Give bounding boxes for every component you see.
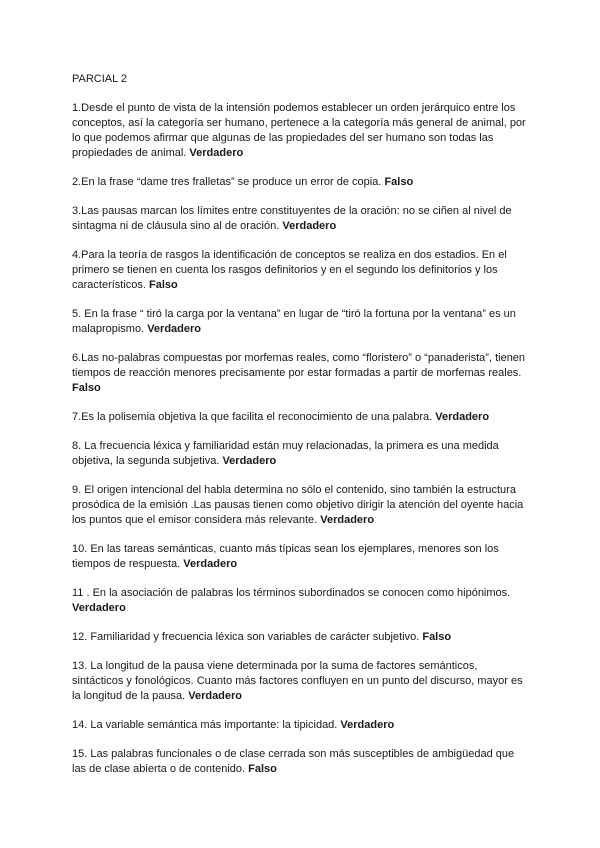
question-item (72, 439, 530, 469)
question-item (72, 204, 530, 234)
question-text: 2.En la frase “dame tres fralletas” se produce un error de copia. (72, 176, 382, 188)
question-item (72, 586, 530, 616)
question-text: 5. En la frase “ tiró la carga por la ventana” en lugar de “tiró la fortuna por la ventana” es un malapropismo. (72, 308, 516, 335)
question-text: 15. Las palabras funcionales o de clase cerrada son más susceptibles de ambigüedad que las de clase abierta o de contenido. (72, 748, 515, 775)
question-answer: Verdadero (340, 719, 395, 731)
question-answer: Falso (384, 176, 414, 188)
question-answer: Verdadero (222, 455, 277, 467)
question-text: 12. Familiaridad y frecuencia léxica son variables de carácter subjetivo. (72, 631, 420, 643)
question-item (72, 101, 530, 161)
question-answer: Verdadero (320, 514, 375, 526)
question-text: 8. La frecuencia léxica y familiaridad están muy relacionadas, la primera es una medida objetiva, la segunda subjetiva. (72, 440, 499, 467)
question-answer: Falso (72, 382, 101, 394)
question-item (72, 351, 530, 396)
question-list (72, 101, 530, 777)
question-answer: Verdadero (183, 558, 238, 570)
question-text: 11 . En la asociación de palabras los términos subordinados se conocen como hipónimos. (72, 587, 511, 599)
question-text: 3.Las pausas marcan los límites entre constituyentes de la oración: no se ciñen al nivel de sintagma ni de cláusula sino al de oración. (72, 205, 512, 232)
question-item (72, 410, 530, 425)
question-text: 7.Es la polisemia objetiva la que facilita el reconocimiento de una palabra. (72, 411, 433, 423)
question-text: 1.Desde el punto de vista de la intensión podemos establecer un orden jerárquico entre los conceptos, así la categoría ser humano, pertenece a la categoría más general de animal, por lo que podemos afirmar que algunas de las propiedades del ser humano son todas las propiedades de animal. (72, 102, 526, 159)
question-item (72, 483, 530, 528)
question-text: 14. La variable semántica más importante: la tipicidad. (72, 719, 338, 731)
question-item (72, 659, 530, 704)
question-text: 10. En las tareas semánticas, cuanto más típicas sean los ejemplares, menores son los tiempos de respuesta. (72, 543, 499, 570)
question-item (72, 248, 530, 293)
question-item (72, 307, 530, 337)
question-text: 4.Para la teoría de rasgos la identificación de conceptos se realiza en dos estadios. En el primero se tienen en cuenta los rasgos definitorios y en el segundo los definitorios y los característicos. (72, 249, 507, 291)
question-text: 9. El origen intencional del habla determina no sólo el contenido, sino también la estructura prosódica de la emisión .Las pausas tienen como objetivo dirigir la atención del oyente hacia los puntos que el emisor considera más relevante. (72, 484, 524, 526)
question-item (72, 747, 530, 777)
question-text: 6.Las no-palabras compuestas por morfemas reales, como “floristero” o “panaderista”, tienen tiempos de reacción menores precisamente por estar formadas a partir de morfemas reales. (72, 352, 526, 379)
question-item (72, 718, 530, 733)
question-answer: Verdadero (282, 220, 337, 232)
document-title: PARCIAL 2 (72, 73, 128, 85)
question-item (72, 630, 530, 645)
question-item (72, 542, 530, 572)
question-answer: Verdadero (188, 690, 243, 702)
question-answer: Verdadero (189, 147, 244, 159)
question-answer: Falso (248, 763, 277, 775)
question-answer: Verdadero (435, 411, 490, 423)
question-answer: Falso (149, 279, 178, 291)
question-answer: Verdadero (72, 602, 126, 614)
question-text: 13. La longitud de la pausa viene determinada por la suma de factores semánticos, sintácticos y fonológicos. Cuanto más factores confluyen en un punto del discurso, mayor es la longitud de la pausa. (72, 660, 523, 702)
question-item (72, 175, 530, 190)
question-answer: Verdadero (147, 323, 202, 335)
question-answer: Falso (422, 631, 452, 643)
